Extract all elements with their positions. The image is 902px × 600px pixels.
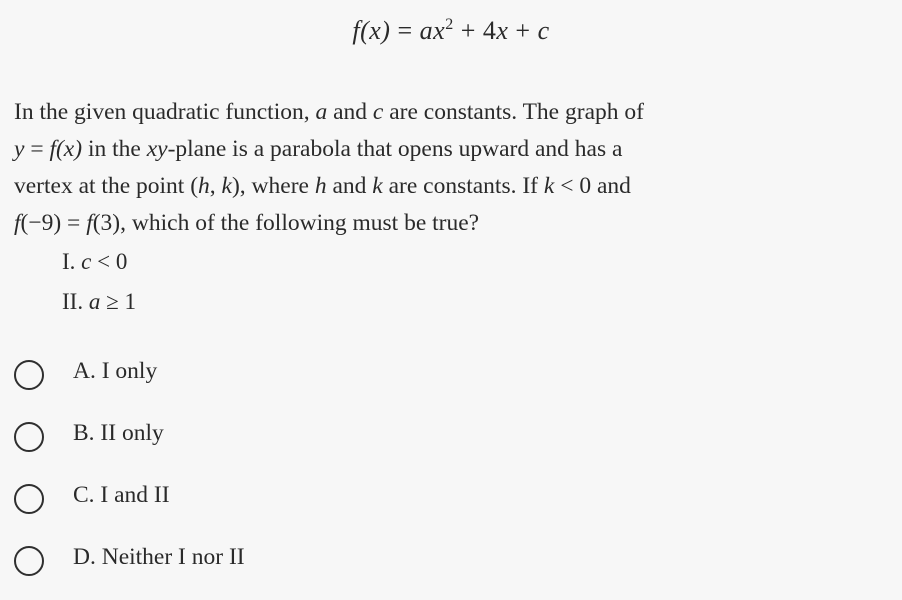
q-var: f (14, 210, 21, 236)
radio-button-icon[interactable] (14, 422, 44, 452)
equation-exponent: 2 (445, 16, 454, 33)
q-var: h (314, 173, 327, 199)
q-var: h (198, 173, 210, 199)
equation-x: x (433, 16, 446, 45)
answer-choices (14, 352, 245, 600)
choice-label[interactable]: A. I only (73, 358, 158, 384)
q-var: k (221, 173, 232, 199)
question-line-2 (14, 131, 884, 168)
equation-x2: x (496, 16, 509, 45)
q-text: -plane is a parabola that opens upward and has a (167, 136, 623, 162)
radio-button-icon[interactable] (14, 360, 44, 390)
q-text: (3), which of the following must be true? (92, 210, 480, 236)
equation-equals: = (397, 16, 413, 45)
q-text: In the given quadratic function, (14, 99, 316, 125)
question-line-4 (14, 205, 884, 242)
equation-a: a (419, 16, 434, 45)
choice-b[interactable] (14, 414, 245, 476)
choice-label[interactable]: C. I and II (73, 482, 170, 508)
statement-var: c (81, 249, 92, 274)
q-text: in the (82, 136, 147, 162)
statement-numeral: II. (62, 289, 89, 314)
equation-plus: + (515, 16, 531, 45)
choice-label[interactable]: D. Neither I nor II (73, 544, 245, 570)
radio-button-icon[interactable] (14, 484, 44, 514)
q-var: a (315, 99, 328, 125)
function-equation (0, 16, 902, 46)
choice-label[interactable]: B. II only (73, 420, 164, 446)
q-text: and (326, 173, 373, 199)
question-line-1 (14, 94, 884, 131)
q-text: and (327, 99, 373, 125)
q-var: k (543, 173, 555, 199)
statements-list (62, 242, 136, 322)
statement-2 (62, 282, 136, 322)
q-var: xy (146, 136, 168, 162)
q-text: , (209, 173, 222, 199)
question-line-3 (14, 168, 884, 205)
statement-1 (62, 242, 136, 282)
equation-c: c (537, 16, 550, 45)
choice-a[interactable] (14, 352, 245, 414)
q-text: vertex at the point ( (14, 173, 199, 199)
statement-relation: < 0 (91, 249, 128, 274)
choice-c[interactable] (14, 476, 245, 538)
equation-linear-coef: + 4 (460, 16, 497, 45)
q-text: are constants. If (382, 173, 544, 199)
q-text: (−9) = (20, 210, 87, 236)
choice-d[interactable] (14, 538, 245, 600)
statement-numeral: I. (62, 249, 82, 274)
question-text (14, 94, 884, 242)
q-text: ), where (231, 173, 315, 199)
q-text: = (24, 136, 50, 162)
q-var: c (372, 99, 384, 125)
q-var: f (86, 210, 93, 236)
q-var: f(x) (49, 136, 83, 162)
q-text: are constants. The graph of (383, 99, 644, 125)
statement-var: a (88, 289, 101, 314)
statement-relation: ≥ 1 (100, 289, 136, 314)
radio-button-icon[interactable] (14, 546, 44, 576)
q-var: k (372, 173, 383, 199)
q-var: y (14, 136, 25, 162)
equation-fx: f(x) (352, 16, 391, 45)
q-text: < 0 and (554, 173, 631, 199)
